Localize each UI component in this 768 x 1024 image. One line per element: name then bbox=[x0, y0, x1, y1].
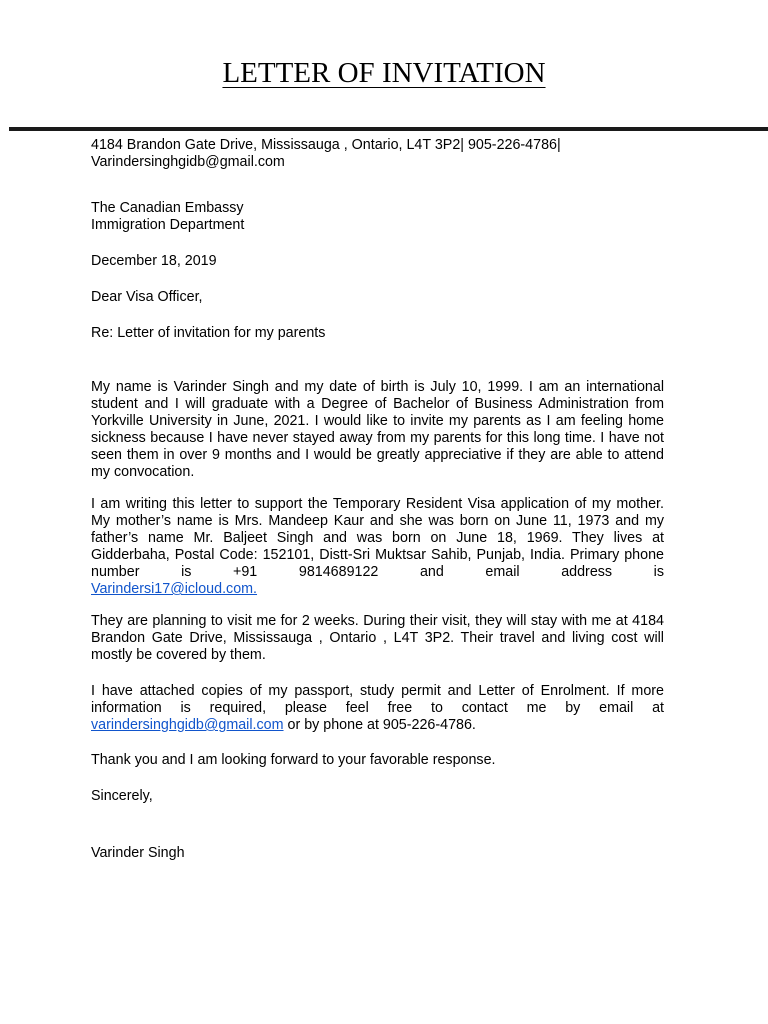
sender-address-line: 4184 Brandon Gate Drive, Mississauga , Ontario, L4T 3P2| 905-226-4786| bbox=[91, 137, 561, 153]
recipient-department: Immigration Department bbox=[91, 217, 245, 233]
paragraph-visit-plan: They are planning to visit me for 2 weeks. During their visit, they will stay with me at 4184 Brandon Gate Drive, Mississauga , Ontario , L4T 3P2. Their travel and living cost will mostly be covered by them. bbox=[91, 613, 664, 663]
closing-line: Sincerely, bbox=[91, 788, 153, 804]
paragraph-contact-text: I have attached copies of my passport, study permit and Letter of Enrolment. If more information is required, please feel free to contact me by email at bbox=[91, 683, 664, 716]
signature-name: Varinder Singh bbox=[91, 845, 185, 861]
recipient-name: The Canadian Embassy bbox=[91, 200, 244, 216]
letter-body bbox=[91, 137, 664, 862]
letter-title-text: LETTER OF INVITATION bbox=[222, 57, 546, 89]
header-divider bbox=[9, 127, 768, 131]
paragraph-contact bbox=[91, 683, 664, 734]
paragraph-visa-support bbox=[91, 496, 664, 598]
salutation: Dear Visa Officer, bbox=[91, 289, 203, 305]
paragraph-contact-tail: or by phone at 905-226-4786. bbox=[283, 717, 476, 733]
paragraph-visa-support-text: I am writing this letter to support the Temporary Resident Visa application of my mother. My mother’s name is Mrs. Mandeep Kaur and she was born on June 11, 1973 and my father’s name Mr. Baljeet Singh and was born on June 18, 1969. They lives at Gidderbaha, Postal Code: 152101, Distt-Sri Muktsar Sahib, Punjab, India. Primary phone number is +91 9814689122 and email address is bbox=[91, 496, 664, 580]
sender-email-line: Varindersinghgidb@gmail.com bbox=[91, 154, 285, 170]
sender-email-link[interactable]: varindersinghgidb@gmail.com bbox=[91, 717, 284, 733]
parent-email-link[interactable]: Varindersi17@icloud.com. bbox=[91, 581, 258, 597]
thanks-line: Thank you and I am looking forward to your favorable response. bbox=[91, 752, 496, 768]
subject-line: Re: Letter of invitation for my parents bbox=[91, 325, 326, 341]
recipient-block bbox=[91, 200, 664, 234]
letter-date: December 18, 2019 bbox=[91, 253, 217, 269]
paragraph-intro: My name is Varinder Singh and my date of birth is July 10, 1999. I am an international student and I will graduate with a Degree of Bachelor of Business Administration from Yorkville University in June, 2021. I would like to invite my parents as I am feeling home sickness because I have never stayed away from my parents for this long time. I have not seen them in over 9 months and I would be greatly appreciative if they are able to attend my convocation. bbox=[91, 379, 664, 480]
sender-address bbox=[91, 137, 664, 171]
letter-title bbox=[0, 55, 768, 91]
